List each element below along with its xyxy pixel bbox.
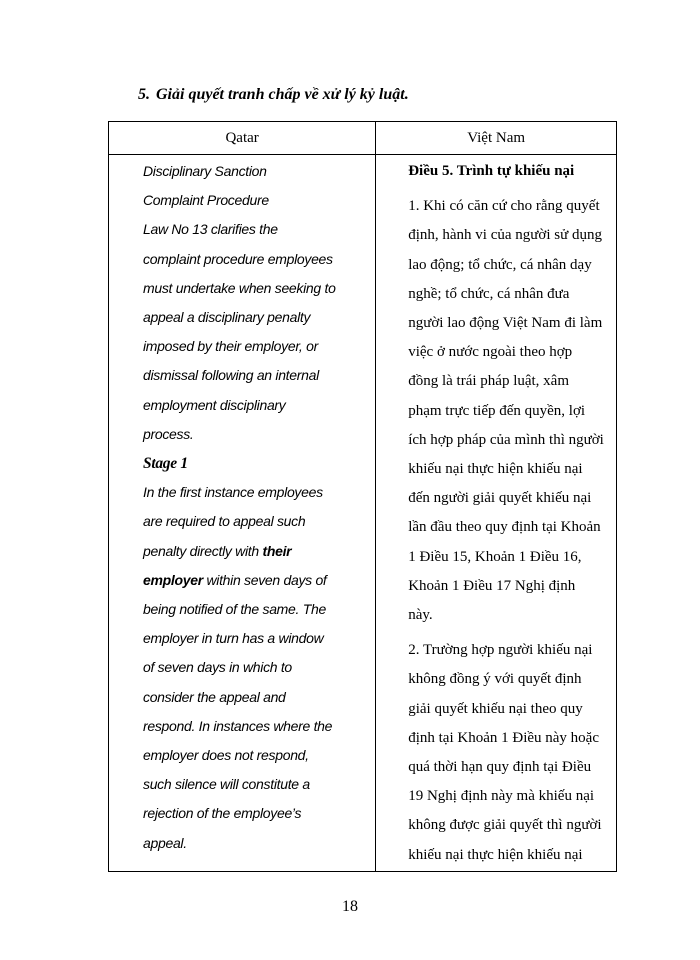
qatar-cell xyxy=(109,155,376,872)
text-line: phạm trực tiếp đến quyền, lợi xyxy=(408,402,586,419)
text-line: of seven days in which to xyxy=(143,659,292,676)
text-span: within seven days of xyxy=(202,571,327,588)
text-line: rejection of the employee’s xyxy=(143,805,302,822)
text-line: Complaint Procedure xyxy=(143,192,269,209)
text-line: lần đầu theo quy định tại Khoản xyxy=(408,519,601,536)
text-span: penalty directly with xyxy=(143,542,263,559)
text-line: Disciplinary Sanction xyxy=(143,163,267,179)
text-line xyxy=(143,537,375,566)
header-vietnam: Việt Nam xyxy=(376,122,617,155)
table-header-row xyxy=(109,122,617,155)
vietnam-cell xyxy=(376,155,617,872)
stage-title: Stage 1 xyxy=(143,455,188,473)
text-line: employer in turn has a window xyxy=(143,630,324,647)
text-line: đến người giải quyết khiếu nại xyxy=(408,490,592,507)
text-line: 2. Trường hợp người khiếu nại xyxy=(408,642,593,659)
text-line: đồng là trái pháp luật, xâm xyxy=(408,373,570,390)
text-line: Law No 13 clarifies the xyxy=(143,221,278,238)
header-qatar: Qatar xyxy=(109,122,376,155)
text-line: 1 Điều 15, Khoản 1 Điều 16, xyxy=(408,548,582,565)
text-line: such silence will constitute a xyxy=(143,776,310,793)
text-line: employment disciplinary xyxy=(143,396,286,413)
article-title: Điều 5. Trình tự khiếu nại xyxy=(408,163,575,179)
text-line: giải quyết khiếu nại theo quy xyxy=(408,700,583,717)
text-line: không được giải quyết thì người xyxy=(408,817,602,834)
text-line: khiếu nại thực hiện khiếu nại xyxy=(408,461,583,478)
text-line: process. xyxy=(143,425,194,442)
text-line: khiếu nại thực hiện khiếu nại xyxy=(408,846,583,863)
page-number: 18 xyxy=(342,898,358,915)
text-line: are required to appeal such xyxy=(143,513,306,530)
section-number: 5. xyxy=(138,86,150,103)
text-line: respond. In instances where the xyxy=(143,717,333,734)
text-line: này. xyxy=(408,607,433,624)
text-line: complaint procedure employees xyxy=(143,250,333,267)
table-row xyxy=(109,155,617,872)
text-line: appeal a disciplinary penalty xyxy=(143,309,311,326)
text-line: quá thời hạn quy định tại Điều xyxy=(408,759,592,776)
text-line: Khoản 1 Điều 17 Nghị định xyxy=(408,577,576,594)
text-line: việc ở nước ngoài theo hợp xyxy=(408,344,573,361)
text-line: imposed by their employer, or xyxy=(143,338,318,355)
text-line: lao động; tổ chức, cá nhân dạy xyxy=(408,256,592,273)
section-title: Giải quyết tranh chấp về xử lý kỷ luật. xyxy=(156,86,409,103)
text-line: 19 Nghị định này mà khiếu nại xyxy=(408,788,595,805)
text-line xyxy=(143,566,375,595)
section-heading xyxy=(138,86,409,104)
vietnam-text xyxy=(376,155,616,870)
qatar-text xyxy=(109,155,375,858)
text-line: nghề; tổ chức, cá nhân đưa xyxy=(408,285,570,302)
text-line: định, hành vi của người sử dụng xyxy=(408,227,602,244)
comparison-table xyxy=(108,121,617,872)
text-line: dismissal following an internal xyxy=(143,367,319,384)
text-line: định tại Khoản 1 Điều này hoặc xyxy=(408,729,599,746)
text-line: ích hợp pháp của mình thì người xyxy=(408,431,604,448)
text-line: In the first instance employees xyxy=(143,484,323,501)
text-line: người lao động Việt Nam đi làm xyxy=(408,315,603,332)
bold-text: their xyxy=(262,542,292,559)
text-line: 1. Khi có căn cứ cho rằng quyết xyxy=(408,198,600,215)
bold-text: employer xyxy=(143,571,203,588)
text-line: being notified of the same. The xyxy=(143,601,326,618)
text-line: consider the appeal and xyxy=(143,688,286,705)
text-line: không đồng ý với quyết định xyxy=(408,671,582,688)
text-line: appeal. xyxy=(143,834,187,851)
text-line: employer does not respond, xyxy=(143,747,309,764)
text-line: must undertake when seeking to xyxy=(143,279,336,296)
